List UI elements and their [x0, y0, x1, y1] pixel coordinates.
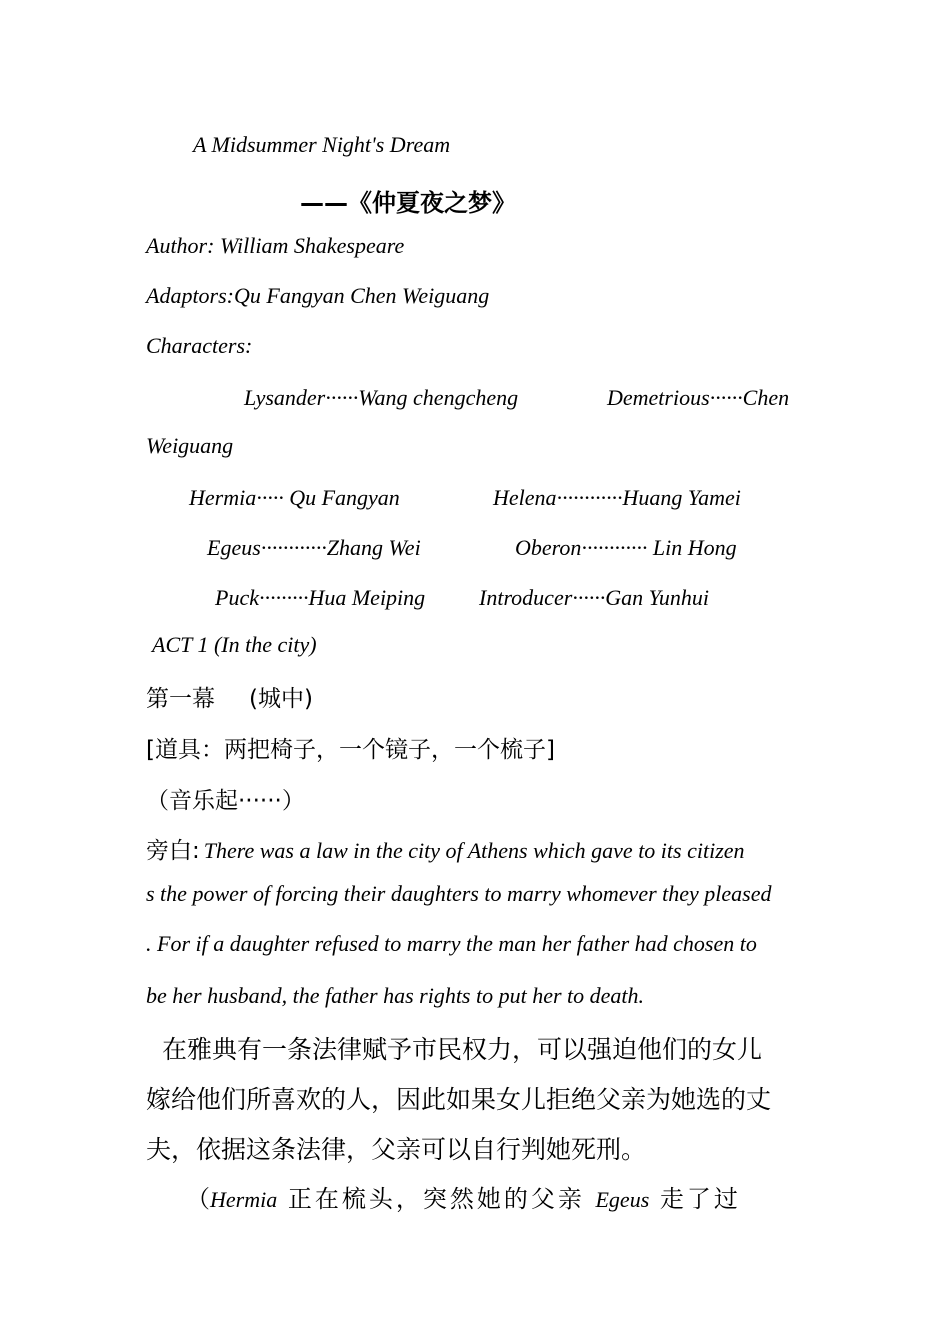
- narration-en-2: s the power of forcing their daughters to marry whomever they pleased: [146, 881, 772, 906]
- narration-cn-3: 夫，依据这条法律，父亲可以自行判她死刑。: [146, 1135, 647, 1164]
- author-line: Author: William Shakespeare: [146, 233, 405, 258]
- narration-en-3: . For if a daughter refused to marry the man her father had chosen to: [146, 931, 757, 956]
- stage-direction-text-1: 正在梳头，突然她的父亲: [277, 1185, 596, 1213]
- title-english: A Midsummer Night's Dream: [193, 132, 451, 157]
- stage-direction-text-2: 走了过: [649, 1185, 741, 1213]
- narration-cn-1: 在雅典有一条法律赋予市民权力，可以强迫他们的女儿: [162, 1035, 763, 1064]
- act-heading-english: ACT 1 (In the city): [152, 632, 317, 657]
- act-heading-chinese-main: 第一幕: [146, 686, 215, 712]
- cast-demetrious: Demetrious······Chen: [607, 385, 790, 410]
- narration-line-1: [146, 832, 745, 865]
- cast-demetrious-cont: Weiguang: [146, 433, 234, 458]
- act-heading-chinese-paren: (城中): [249, 686, 313, 712]
- narration-label: 旁白:: [146, 838, 200, 864]
- cast-helena: Helena············Huang Yamei: [493, 485, 741, 510]
- stage-direction-open: （: [186, 1185, 210, 1213]
- music-cue: （音乐起······）: [146, 788, 305, 814]
- cast-lysander: Lysander······Wang chengcheng: [244, 385, 519, 410]
- act-heading-chinese: [146, 680, 313, 713]
- cast-puck: Puck·········Hua Meiping: [215, 585, 426, 610]
- cast-oberon: Oberon············ Lin Hong: [515, 535, 737, 560]
- narration-cn-2: 嫁给他们所喜欢的人，因此如果女儿拒绝父亲为她选的丈: [146, 1085, 772, 1114]
- cast-hermia: Hermia····· Qu Fangyan: [189, 485, 400, 510]
- stage-direction-hermia: Hermia: [210, 1187, 278, 1212]
- stage-direction-egeus: Egeus: [595, 1187, 650, 1212]
- adaptors-line: Adaptors:Qu Fangyan Chen Weiguang: [146, 283, 490, 308]
- narration-en-1: There was a law in the city of Athens which gave to its citizen: [203, 838, 745, 863]
- narration-en-4: be her husband, the father has rights to put her to death.: [146, 983, 645, 1008]
- cast-egeus: Egeus············Zhang Wei: [207, 535, 421, 560]
- characters-heading: Characters:: [146, 333, 253, 358]
- stage-direction: [186, 1179, 741, 1214]
- props-line: [道具：两把椅子，一个镜子，一个梳子]: [146, 737, 555, 763]
- cast-introducer: Introducer······Gan Yunhui: [479, 585, 709, 610]
- title-chinese: ——《仲夏夜之梦》: [300, 189, 516, 217]
